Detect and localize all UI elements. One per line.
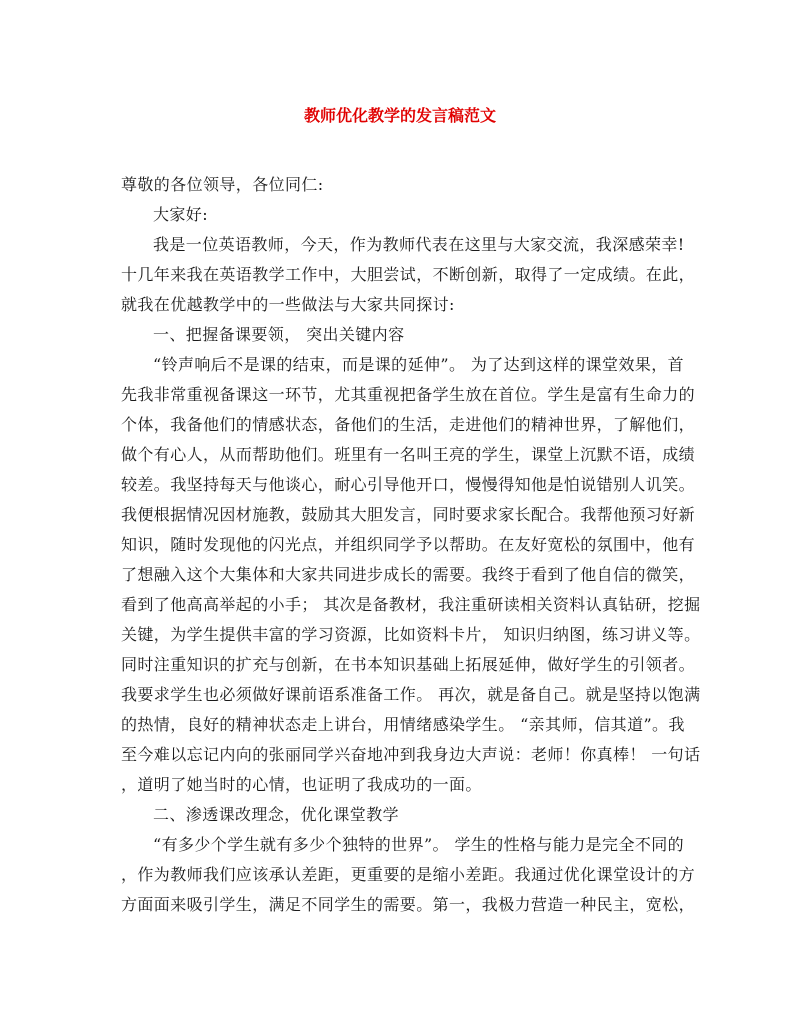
text-line: 看到了他高高举起的小手； 其次是备教材，我注重研读相关资料认真钻研，挖掘	[121, 595, 701, 614]
text-line: 至今难以忘记内向的张丽同学兴奋地冲到我身边大声说：老师！你真棒！ 一句话	[121, 745, 701, 764]
text-line: 就我在优越教学中的一些做法与大家共同探讨:	[121, 295, 455, 314]
text-line: 二、渗透课改理念，优化课堂教学	[153, 805, 400, 824]
text-line: 我便根据情况因材施教，鼓励其大胆发言，同时要求家长配合。我帮他预习好新	[121, 505, 696, 524]
text-line: “铃声响后不是课的结束，而是课的延伸”。 为了达到这样的课堂效果，首	[153, 355, 685, 374]
document-title: 教师优化教学的发言稿范文	[303, 106, 496, 125]
document-body	[121, 170, 701, 920]
text-line: 同时注重知识的扩充与创新，在书本知识基础上拓展延伸，做好学生的引领者。	[121, 655, 696, 674]
text-line: 知识，随时发现他的闪光点，并组织同学予以帮助。在友好宽松的氛围中，他有	[121, 535, 696, 554]
text-line: 十几年来我在英语教学工作中，大胆尝试，不断创新，取得了一定成绩。在此，	[121, 265, 696, 284]
text-line: 了想融入这个大集体和大家共同进步成长的需要。我终于看到了他自信的微笑，	[121, 565, 696, 584]
text-line: 的热情，良好的精神状态走上讲台，用情绪感染学生。 “亲其师，信其道”。我	[121, 715, 685, 734]
text-line: 先我非常重视备课这一环节，尤其重视把备学生放在首位。学生是富有生命力的	[121, 385, 696, 404]
text-line: ，道明了她当时的心情，也证明了我成功的一面。	[121, 775, 482, 794]
text-line: 尊敬的各位领导，各位同仁:	[121, 175, 324, 194]
text-line: 方面面来吸引学生，满足不同学生的需要。第一，我极力营造一种民主，宽松，	[121, 895, 696, 914]
text-line: 个体，我备他们的情感状态，备他们的生活，走进他们的精神世界，了解他们，	[121, 415, 696, 434]
text-line: ，作为教师我们应该承认差距，更重要的是缩小差距。我通过优化课堂设计的方	[121, 865, 696, 884]
text-line: 做个有心人，从而帮助他们。班里有一名叫王亮的学生，课堂上沉默不语，成绩	[121, 445, 696, 464]
text-line: “有多少个学生就有多少个独特的世界”。 学生的性格与能力是完全不同的	[153, 835, 685, 854]
text-line: 一、把握备课要领， 突出关键内容	[153, 325, 405, 344]
text-line: 关键，为学生提供丰富的学习资源，比如资料卡片， 知识归纳图，练习讲义等。	[121, 625, 701, 644]
text-line: 大家好:	[153, 205, 208, 224]
text-line: 较差。我坚持每天与他谈心，耐心引导他开口，慢慢得知他是怕说错别人讥笑。	[121, 475, 696, 494]
text-line: 我要求学生也必须做好课前语系准备工作。 再次，就是备自己。就是坚持以饱满	[121, 685, 701, 704]
text-line: 我是一位英语教师，今天，作为教师代表在这里与大家交流，我深感荣幸!	[153, 235, 685, 254]
